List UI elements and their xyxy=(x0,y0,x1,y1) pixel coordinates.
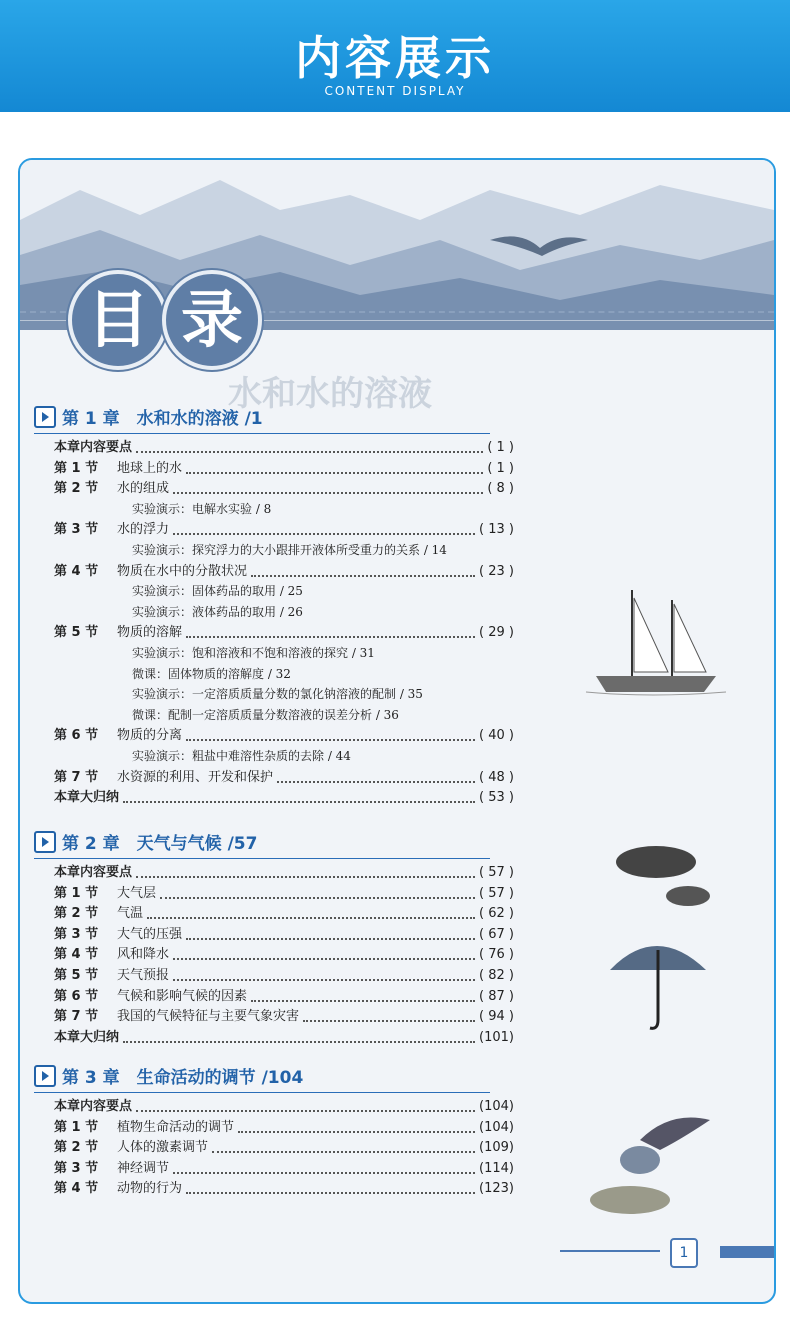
chapter-arrow-icon xyxy=(34,831,56,853)
entry-title: 实验演示：粗盐中难溶性杂质的去除 / 44 xyxy=(132,749,351,763)
toc-page-scan xyxy=(18,158,776,1304)
toc-subentry xyxy=(54,540,514,561)
entry-page: ( 57 ) xyxy=(479,885,514,901)
top-banner xyxy=(0,0,790,112)
leader-dots xyxy=(173,533,475,535)
entry-page: ( 23 ) xyxy=(479,563,514,579)
leader-dots xyxy=(186,938,475,940)
toc-entry xyxy=(54,437,514,458)
toc-entry xyxy=(54,622,514,643)
leader-dots xyxy=(123,801,475,803)
leader-dots xyxy=(173,958,475,960)
toc-badge-1: 目 xyxy=(68,270,168,370)
ghost-title: 水和水的溶液 xyxy=(228,374,432,414)
leader-dots xyxy=(147,917,475,919)
entry-page: ( 94 ) xyxy=(479,1009,514,1025)
leader-dots xyxy=(251,575,475,577)
entry-title: 风和降水 xyxy=(117,947,170,963)
toc-subentry xyxy=(54,643,514,664)
entry-title: 微课：配制一定溶质质量分数溶液的误差分析 / 36 xyxy=(132,707,399,722)
entry-title: 本章内容要点 xyxy=(54,440,133,455)
footer-bar xyxy=(720,1246,774,1258)
entry-page: ( 8 ) xyxy=(487,481,514,497)
entry-title: 实验演示：饱和溶液和不饱和溶液的探究 / 31 xyxy=(132,646,375,660)
section-number: 第 3 节 xyxy=(54,926,99,942)
entry-title: 大气层 xyxy=(117,885,157,901)
leader-dots xyxy=(186,1192,475,1194)
leader-dots xyxy=(160,897,475,899)
entry-title: 动物的行为 xyxy=(117,1181,183,1197)
entry-title: 实验演示：探究浮力的大小跟排开液体所受重力的关系 / 14 xyxy=(132,543,447,557)
entry-page: ( 76 ) xyxy=(479,947,514,963)
entry-page: ( 57 ) xyxy=(479,865,514,880)
leader-dots xyxy=(173,979,475,981)
entry-page: (123) xyxy=(479,1181,514,1197)
toc-entry xyxy=(54,1137,514,1158)
entry-page: ( 82 ) xyxy=(479,968,514,983)
entry-page: (101) xyxy=(479,1029,514,1045)
toc-entry xyxy=(54,903,514,924)
toc-entry xyxy=(54,1178,514,1199)
entry-title: 我国的气候特征与主要气象灾害 xyxy=(117,1009,300,1025)
toc-entry xyxy=(54,944,514,965)
entry-page: ( 1 ) xyxy=(487,440,514,455)
entry-page: ( 13 ) xyxy=(479,522,514,538)
leader-dots xyxy=(303,1020,475,1022)
toc-subentry xyxy=(54,581,514,602)
toc-entry xyxy=(54,478,514,499)
leader-dots xyxy=(186,739,475,741)
toc-entry xyxy=(54,787,514,808)
toc-subentry xyxy=(54,664,514,685)
entry-title: 水的浮力 xyxy=(117,522,170,538)
leader-dots xyxy=(136,1110,475,1112)
section-number: 第 5 节 xyxy=(54,968,99,983)
leader-dots xyxy=(186,636,475,638)
section-number: 第 1 节 xyxy=(54,460,99,476)
entry-title: 气候和影响气候的因素 xyxy=(117,988,248,1004)
section-number: 第 4 节 xyxy=(54,947,99,963)
chapter-header xyxy=(34,1066,303,1090)
bird-nest-icon xyxy=(580,1100,720,1220)
toc-entry xyxy=(54,561,514,582)
section-number: 第 2 节 xyxy=(54,906,99,922)
toc-entry xyxy=(54,1006,514,1027)
banner-title: 内容展示 xyxy=(295,31,495,85)
section-number: 第 4 节 xyxy=(54,1181,99,1197)
chapter-title: 第 3 章 生命活动的调节 /104 xyxy=(62,1068,304,1088)
entry-title: 水资源的利用、开发和保护 xyxy=(117,769,274,785)
entry-page: (109) xyxy=(479,1140,514,1156)
toc-subentry xyxy=(54,684,514,705)
toc-entry xyxy=(54,458,514,479)
leader-dots xyxy=(186,472,483,474)
entry-page: ( 87 ) xyxy=(479,988,514,1004)
toc-entry xyxy=(54,986,514,1007)
chapter-underline xyxy=(34,1092,490,1093)
chapter-underline xyxy=(34,858,490,859)
leader-dots xyxy=(277,781,475,783)
toc-entry xyxy=(54,965,514,986)
chapter-arrow-icon xyxy=(34,406,56,428)
leader-dots xyxy=(251,1000,475,1002)
entry-title: 神经调节 xyxy=(117,1160,170,1176)
chapter-arrow-icon xyxy=(34,1065,56,1087)
chapter-title: 第 1 章 水和水的溶液 /1 xyxy=(62,409,263,429)
toc-entry xyxy=(54,1117,514,1138)
section-number: 第 4 节 xyxy=(54,563,99,579)
toc-entry xyxy=(54,519,514,540)
leader-dots xyxy=(136,876,475,878)
toc-entry xyxy=(54,883,514,904)
entry-page: ( 67 ) xyxy=(479,926,514,942)
entry-title: 气温 xyxy=(117,906,144,922)
entry-page: (104) xyxy=(479,1099,514,1114)
entry-title: 实验演示：一定溶质质量分数的氯化钠溶液的配制 / 35 xyxy=(132,687,423,702)
entry-title: 大气的压强 xyxy=(117,926,183,942)
entry-title: 物质的溶解 xyxy=(117,625,183,641)
entry-page: ( 1 ) xyxy=(487,460,514,476)
entry-page: (114) xyxy=(479,1160,514,1176)
section-number: 第 1 节 xyxy=(54,1119,99,1135)
leader-dots xyxy=(123,1041,475,1043)
section-number: 第 6 节 xyxy=(54,728,99,744)
entry-page: ( 62 ) xyxy=(479,906,514,922)
toc-badge-2: 录 xyxy=(162,270,262,370)
section-number: 第 1 节 xyxy=(54,885,99,901)
section-number: 第 7 节 xyxy=(54,769,99,785)
section-number: 第 7 节 xyxy=(54,1009,99,1025)
toc-subentry xyxy=(54,746,514,767)
footer-line xyxy=(560,1250,660,1252)
toc-entry xyxy=(54,1027,514,1048)
entry-title: 地球上的水 xyxy=(117,460,183,476)
entry-title: 物质在水中的分散状况 xyxy=(117,563,248,579)
leader-dots xyxy=(173,492,483,494)
entry-title: 实验演示：电解水实验 / 8 xyxy=(132,501,272,516)
entry-title: 实验演示：液体药品的取用 / 26 xyxy=(132,604,303,619)
chapter-title: 第 2 章 天气与气候 /57 xyxy=(62,834,258,854)
toc-subentry xyxy=(54,499,514,520)
toc-subentry xyxy=(54,602,514,623)
section-number: 第 5 节 xyxy=(54,625,99,641)
leader-dots xyxy=(238,1131,475,1133)
section-number: 第 3 节 xyxy=(54,1160,99,1176)
entry-title: 本章大归纳 xyxy=(54,1029,120,1045)
rain-umbrella-icon xyxy=(606,840,716,1040)
entry-page: ( 29 ) xyxy=(479,625,514,641)
entry-page: (104) xyxy=(479,1119,514,1135)
banner-subtitle: CONTENT DISPLAY xyxy=(324,84,466,98)
entry-title: 天气预报 xyxy=(117,968,170,983)
entry-title: 微课：固体物质的溶解度 / 32 xyxy=(132,666,291,681)
toc-entry xyxy=(54,767,514,788)
leader-dots xyxy=(212,1151,475,1153)
entry-page: ( 40 ) xyxy=(479,728,514,744)
chapter-underline xyxy=(34,433,490,434)
section-number: 第 2 节 xyxy=(54,1140,99,1156)
toc-subentry xyxy=(54,705,514,726)
chapter-header xyxy=(34,407,263,431)
entry-title: 实验演示：固体药品的取用 / 25 xyxy=(132,584,303,599)
leader-dots xyxy=(173,1172,475,1174)
entry-title: 物质的分离 xyxy=(117,728,183,744)
leader-dots xyxy=(136,451,483,453)
sailing-ship-icon xyxy=(576,580,726,700)
entry-title: 人体的激素调节 xyxy=(117,1140,209,1156)
toc-entry xyxy=(54,862,514,883)
section-number: 第 3 节 xyxy=(54,522,99,538)
chapter-header xyxy=(34,832,257,856)
entry-title: 本章内容要点 xyxy=(54,1099,133,1114)
section-number: 第 2 节 xyxy=(54,481,99,497)
toc-entry xyxy=(54,725,514,746)
section-number: 第 6 节 xyxy=(54,988,99,1004)
toc-entry xyxy=(54,1158,514,1179)
toc-entry xyxy=(54,924,514,945)
entry-title: 水的组成 xyxy=(117,481,170,497)
entry-page: ( 48 ) xyxy=(479,769,514,785)
entry-title: 植物生命活动的调节 xyxy=(117,1119,235,1135)
toc-entry xyxy=(54,1096,514,1117)
entry-title: 本章大归纳 xyxy=(54,790,120,806)
entry-page: ( 53 ) xyxy=(479,790,514,806)
entry-title: 本章内容要点 xyxy=(54,865,133,880)
page-number: 1 xyxy=(670,1238,698,1268)
